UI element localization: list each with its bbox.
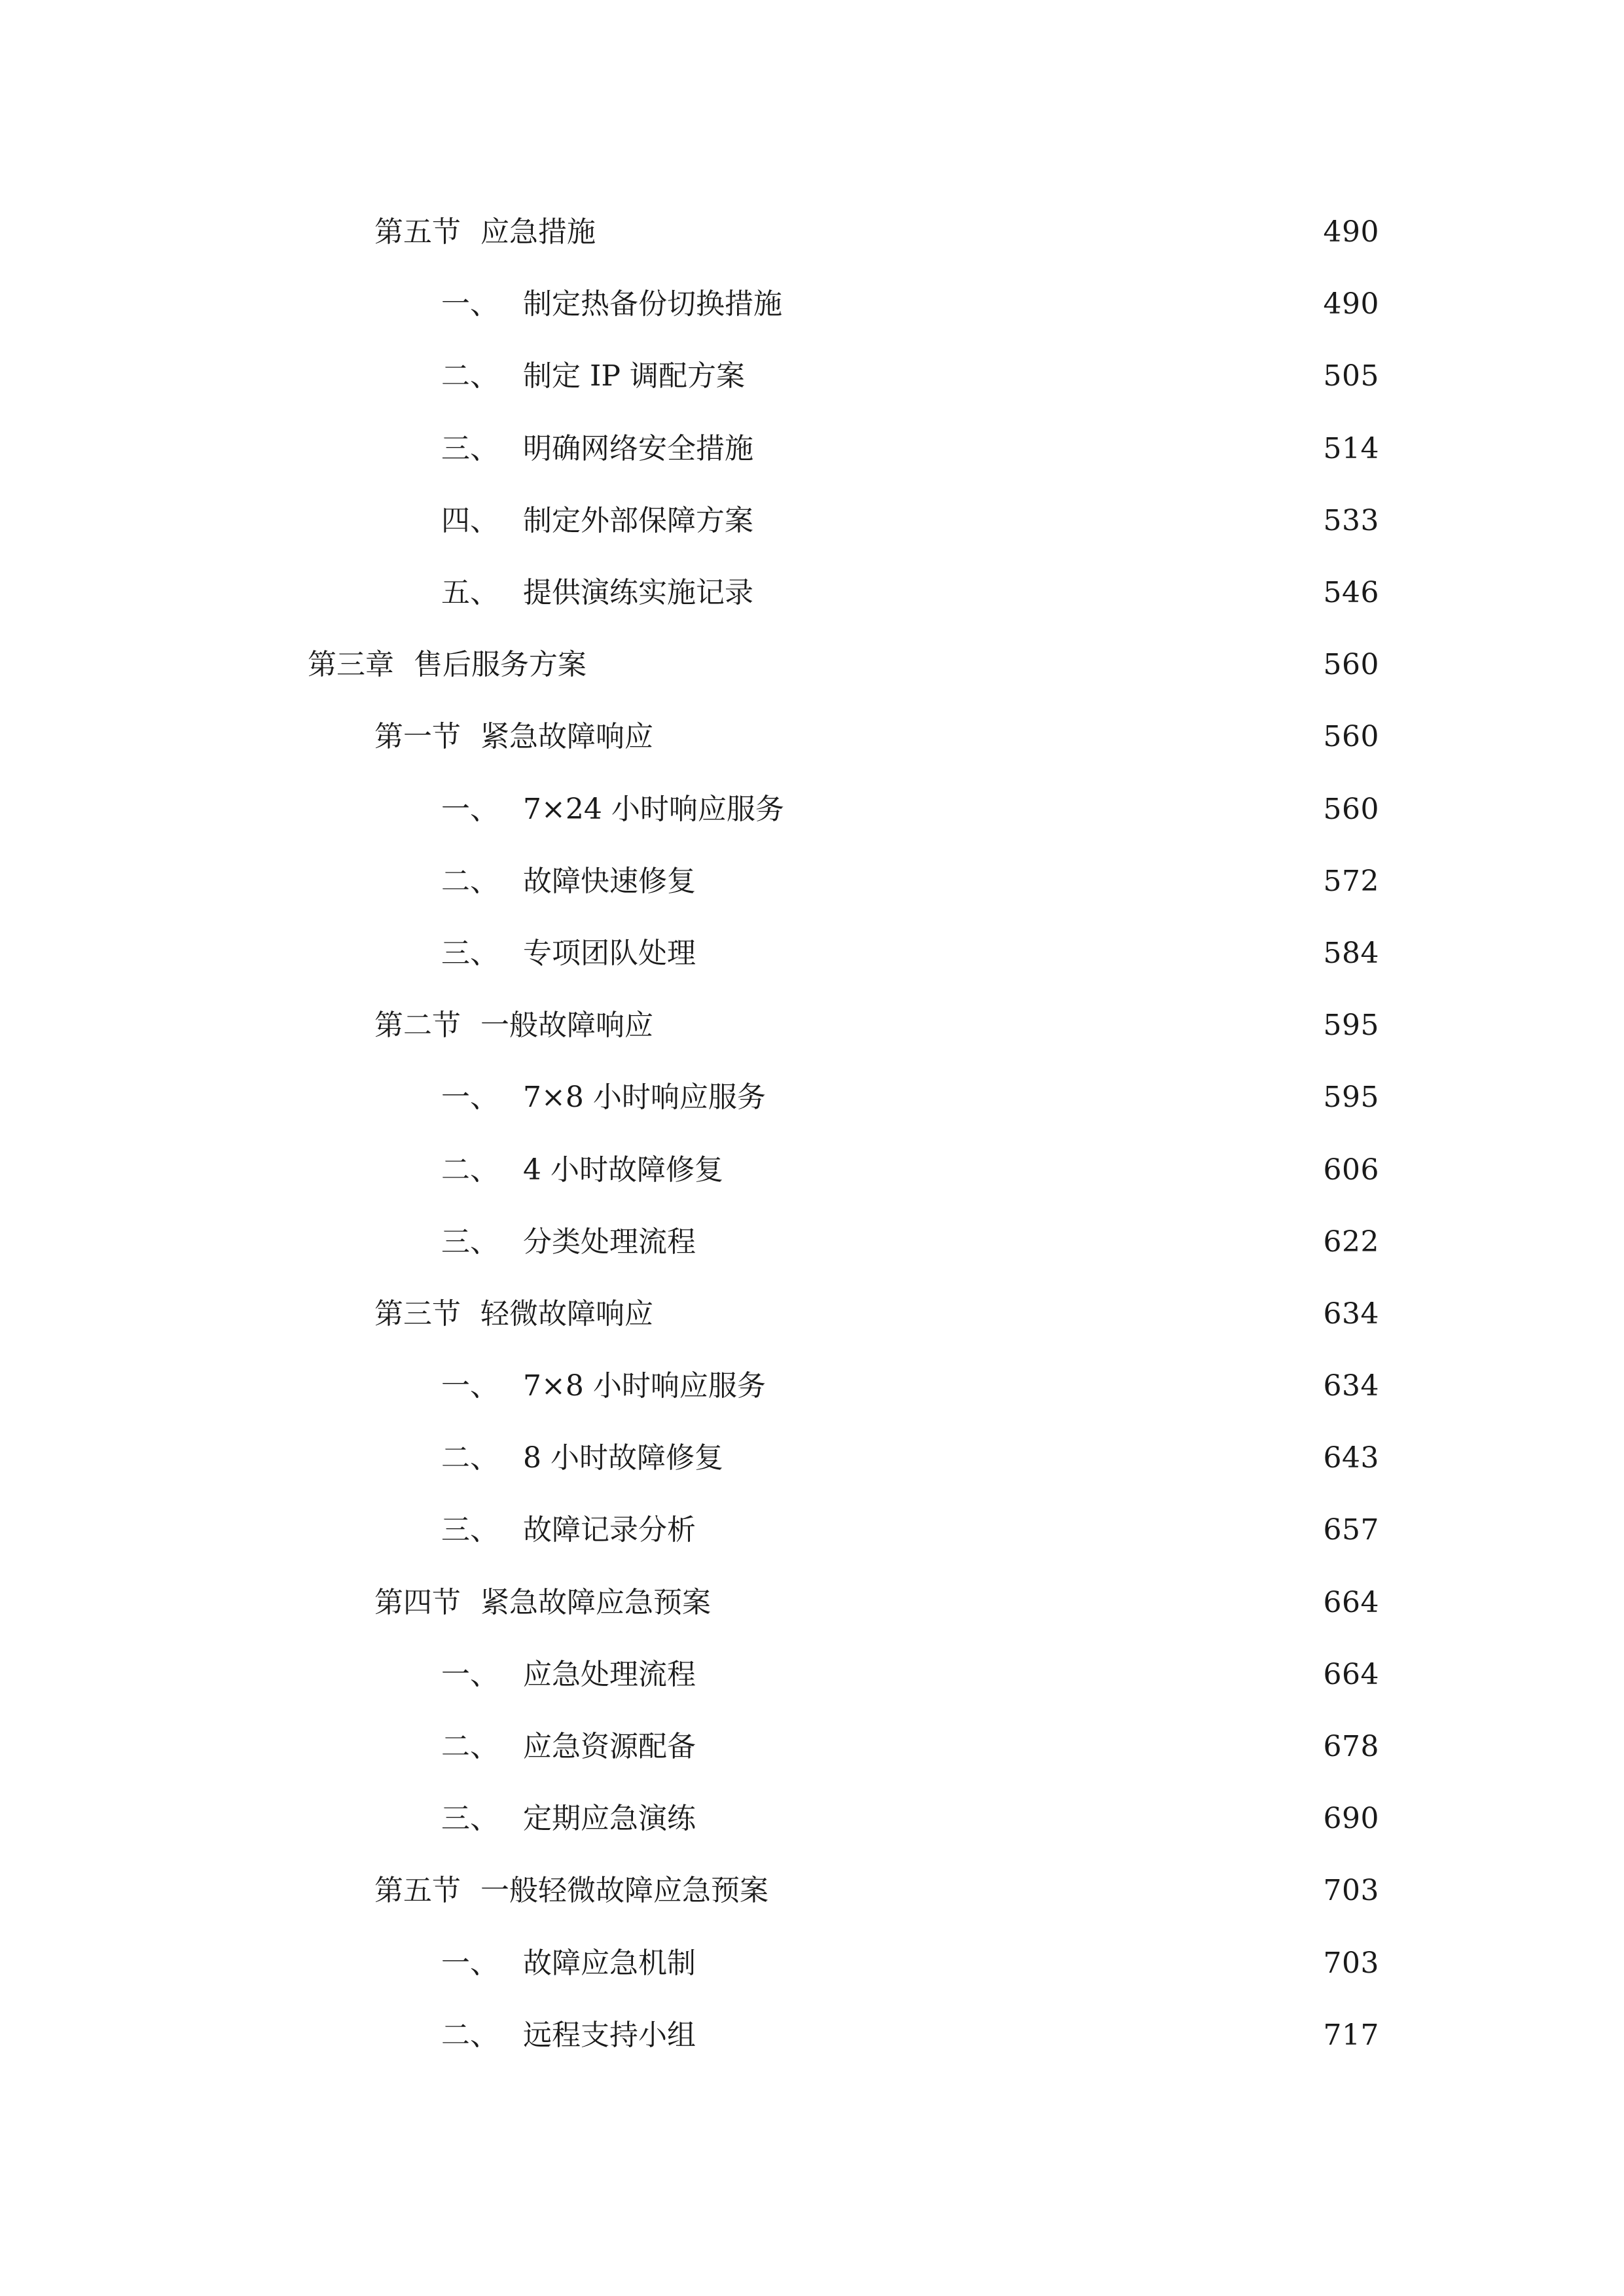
toc-entry-title: 定期应急演练 bbox=[523, 1802, 696, 1836]
toc-entry-number: 第三章 bbox=[308, 648, 394, 682]
toc-entry-title: 远程支持小组 bbox=[523, 2018, 696, 2052]
toc-entry[interactable] bbox=[0, 268, 1624, 340]
toc-entry-page-number: 514 bbox=[1323, 431, 1379, 465]
toc-entry[interactable] bbox=[0, 196, 1624, 268]
toc-entry[interactable] bbox=[0, 1134, 1624, 1206]
toc-entry-number: 四、 bbox=[441, 503, 499, 537]
toc-entry-number: 二、 bbox=[441, 1153, 499, 1187]
toc-entry-page-number: 634 bbox=[1323, 1369, 1379, 1403]
toc-entry-page-number: 560 bbox=[1323, 792, 1379, 826]
toc-entry-number: 第二节 bbox=[374, 1009, 461, 1043]
dot-leader bbox=[704, 867, 1314, 896]
table-of-contents bbox=[0, 196, 1624, 2072]
toc-entry-page-number: 643 bbox=[1323, 1441, 1379, 1475]
toc-entry[interactable] bbox=[0, 1278, 1624, 1350]
dot-leader bbox=[604, 218, 1314, 247]
dot-leader bbox=[719, 1588, 1314, 1617]
toc-entry-title: 一般故障响应 bbox=[480, 1009, 653, 1043]
toc-entry[interactable] bbox=[0, 629, 1624, 701]
dot-leader bbox=[661, 723, 1314, 751]
dot-leader bbox=[704, 1660, 1314, 1689]
toc-entry-page-number: 664 bbox=[1323, 1585, 1379, 1619]
toc-entry-number: 一、 bbox=[441, 287, 499, 321]
toc-entry-number: 三、 bbox=[441, 1513, 499, 1547]
toc-entry[interactable] bbox=[0, 1711, 1624, 1783]
dot-leader bbox=[704, 1732, 1314, 1761]
toc-entry-number: 三、 bbox=[441, 936, 499, 970]
dot-leader bbox=[753, 362, 1314, 391]
toc-entry[interactable] bbox=[0, 2000, 1624, 2072]
toc-entry-title: 紧急故障应急预案 bbox=[480, 1585, 711, 1619]
toc-entry-page-number: 703 bbox=[1323, 1946, 1379, 1980]
toc-entry-title: 制定外部保障方案 bbox=[523, 503, 753, 537]
dot-leader bbox=[704, 2021, 1314, 2050]
dot-leader bbox=[661, 1300, 1314, 1329]
toc-entry-title: 7×8 小时响应服务 bbox=[523, 1081, 766, 1115]
dot-leader bbox=[792, 795, 1314, 824]
toc-entry[interactable] bbox=[0, 485, 1624, 557]
toc-entry-number: 三、 bbox=[441, 431, 499, 465]
toc-entry-number: 二、 bbox=[441, 359, 499, 393]
toc-entry-title: 7×8 小时响应服务 bbox=[523, 1369, 766, 1403]
toc-entry-title: 明确网络安全措施 bbox=[523, 431, 753, 465]
dot-leader bbox=[776, 1876, 1314, 1905]
toc-entry-title: 故障应急机制 bbox=[523, 1946, 696, 1980]
toc-entry-page-number: 560 bbox=[1323, 648, 1379, 682]
toc-entry[interactable] bbox=[0, 1206, 1624, 1278]
dot-leader bbox=[761, 507, 1314, 535]
toc-entry-title: 故障快速修复 bbox=[523, 864, 696, 898]
toc-entry-number: 第一节 bbox=[374, 720, 461, 754]
toc-entry[interactable] bbox=[0, 557, 1624, 629]
toc-entry-page-number: 634 bbox=[1323, 1297, 1379, 1331]
toc-entry-number: 一、 bbox=[441, 1369, 499, 1403]
toc-entry-number: 二、 bbox=[441, 864, 499, 898]
toc-entry[interactable] bbox=[0, 774, 1624, 846]
toc-entry[interactable] bbox=[0, 701, 1624, 773]
dot-leader bbox=[774, 1083, 1314, 1112]
toc-entry-number: 二、 bbox=[441, 2018, 499, 2052]
toc-entry-number: 第五节 bbox=[374, 215, 461, 249]
toc-entry-title: 制定 IP 调配方案 bbox=[523, 359, 745, 393]
toc-entry[interactable] bbox=[0, 1783, 1624, 1855]
toc-entry-number: 五、 bbox=[441, 576, 499, 610]
dot-leader bbox=[790, 290, 1314, 319]
toc-entry-title: 专项团队处理 bbox=[523, 936, 696, 970]
toc-entry-title: 7×24 小时响应服务 bbox=[523, 792, 784, 826]
toc-entry[interactable] bbox=[0, 1639, 1624, 1711]
toc-entry[interactable] bbox=[0, 413, 1624, 485]
dot-leader bbox=[704, 939, 1314, 968]
dot-leader bbox=[731, 1156, 1314, 1185]
toc-entry-page-number: 533 bbox=[1323, 503, 1379, 537]
toc-entry-page-number: 664 bbox=[1323, 1657, 1379, 1691]
toc-entry[interactable] bbox=[0, 1494, 1624, 1566]
toc-entry-page-number: 572 bbox=[1323, 864, 1379, 898]
toc-entry[interactable] bbox=[0, 1062, 1624, 1134]
toc-entry-title: 应急措施 bbox=[480, 215, 596, 249]
toc-entry-number: 第四节 bbox=[374, 1585, 461, 1619]
toc-entry-title: 分类处理流程 bbox=[523, 1225, 696, 1259]
toc-entry-title: 应急处理流程 bbox=[523, 1657, 696, 1691]
toc-entry-title: 提供演练实施记录 bbox=[523, 576, 753, 610]
toc-entry-number: 第三节 bbox=[374, 1297, 461, 1331]
toc-entry-page-number: 622 bbox=[1323, 1225, 1379, 1259]
toc-entry-number: 二、 bbox=[441, 1441, 499, 1475]
toc-entry-page-number: 584 bbox=[1323, 936, 1379, 970]
toc-entry[interactable] bbox=[0, 340, 1624, 412]
toc-entry-title: 应急资源配备 bbox=[523, 1730, 696, 1764]
toc-entry[interactable] bbox=[0, 1567, 1624, 1639]
dot-leader bbox=[704, 1228, 1314, 1257]
dot-leader bbox=[704, 1804, 1314, 1833]
toc-entry[interactable] bbox=[0, 918, 1624, 990]
toc-entry-page-number: 703 bbox=[1323, 1874, 1379, 1908]
toc-entry-number: 第五节 bbox=[374, 1874, 461, 1908]
toc-entry-page-number: 505 bbox=[1323, 359, 1379, 393]
dot-leader bbox=[731, 1444, 1314, 1473]
toc-entry[interactable] bbox=[0, 846, 1624, 918]
toc-entry[interactable] bbox=[0, 1928, 1624, 2000]
toc-entry-title: 故障记录分析 bbox=[523, 1513, 696, 1547]
dot-leader bbox=[661, 1011, 1314, 1040]
dot-leader bbox=[774, 1372, 1314, 1401]
dot-leader bbox=[594, 651, 1314, 679]
toc-entry-number: 一、 bbox=[441, 792, 499, 826]
dot-leader bbox=[704, 1949, 1314, 1978]
toc-entry-title: 一般轻微故障应急预案 bbox=[480, 1874, 768, 1908]
toc-entry-page-number: 490 bbox=[1323, 287, 1379, 321]
toc-entry-title: 4 小时故障修复 bbox=[523, 1153, 723, 1187]
toc-entry-page-number: 678 bbox=[1323, 1730, 1379, 1764]
toc-entry-page-number: 657 bbox=[1323, 1513, 1379, 1547]
toc-entry-number: 二、 bbox=[441, 1730, 499, 1764]
toc-entry-number: 一、 bbox=[441, 1081, 499, 1115]
toc-entry-page-number: 595 bbox=[1323, 1081, 1379, 1115]
toc-entry[interactable] bbox=[0, 1350, 1624, 1422]
toc-entry-title: 紧急故障响应 bbox=[480, 720, 653, 754]
toc-entry-page-number: 690 bbox=[1323, 1802, 1379, 1836]
toc-entry-number: 三、 bbox=[441, 1802, 499, 1836]
toc-entry-number: 三、 bbox=[441, 1225, 499, 1259]
toc-entry-title: 轻微故障响应 bbox=[480, 1297, 653, 1331]
dot-leader bbox=[704, 1516, 1314, 1545]
toc-entry-number: 一、 bbox=[441, 1657, 499, 1691]
toc-entry-page-number: 595 bbox=[1323, 1009, 1379, 1043]
toc-entry-page-number: 560 bbox=[1323, 720, 1379, 754]
toc-entry-page-number: 546 bbox=[1323, 576, 1379, 610]
toc-entry-page-number: 606 bbox=[1323, 1153, 1379, 1187]
toc-entry-number: 一、 bbox=[441, 1946, 499, 1980]
toc-entry-title: 制定热备份切换措施 bbox=[523, 287, 782, 321]
toc-entry-title: 售后服务方案 bbox=[414, 648, 586, 682]
dot-leader bbox=[761, 435, 1314, 463]
toc-entry-page-number: 490 bbox=[1323, 215, 1379, 249]
toc-entry[interactable] bbox=[0, 990, 1624, 1062]
toc-entry-title: 8 小时故障修复 bbox=[523, 1441, 723, 1475]
dot-leader bbox=[761, 579, 1314, 607]
toc-entry-page-number: 717 bbox=[1323, 2018, 1379, 2052]
toc-entry[interactable] bbox=[0, 1855, 1624, 1927]
toc-entry[interactable] bbox=[0, 1422, 1624, 1494]
